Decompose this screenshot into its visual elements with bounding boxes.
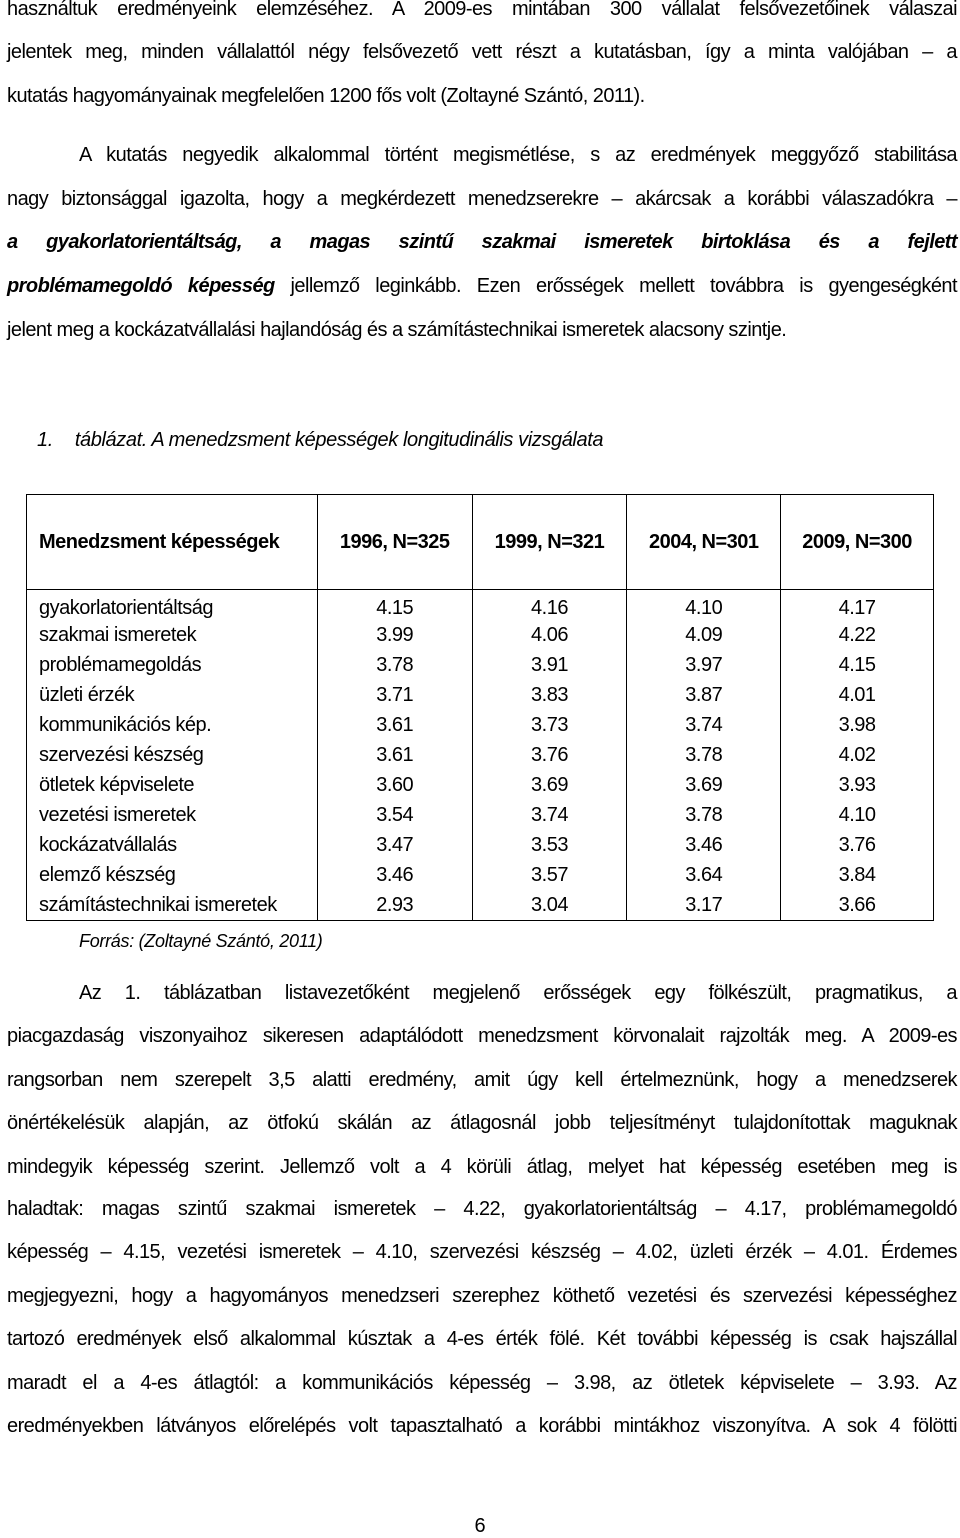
value-cell: 3.87 xyxy=(627,680,781,710)
page-number: 6 xyxy=(474,1515,486,1537)
value-cell: 3.54 xyxy=(317,800,472,830)
paragraph-3-line-9: tartozó eredmények első alkalommal kúsztak a 4-es érték fölé. Két további képesség is csak hajszállal xyxy=(7,1328,957,1350)
value-cell: 3.74 xyxy=(472,800,627,830)
table-row xyxy=(27,800,934,830)
value-cell: 4.10 xyxy=(627,590,781,621)
table-row xyxy=(27,620,934,650)
row-label-cell: üzleti érzék xyxy=(27,680,318,710)
value-cell: 3.98 xyxy=(781,710,934,740)
value-cell: 3.69 xyxy=(472,770,627,800)
paragraph-2-line-4 xyxy=(7,274,957,298)
row-label-cell: szakmai ismeretek xyxy=(27,620,318,650)
value-cell: 3.53 xyxy=(472,830,627,860)
table-header-cell: 2009, N=300 xyxy=(781,495,934,590)
value-cell: 3.78 xyxy=(627,800,781,830)
table-header-cell: Menedzsment képességek xyxy=(27,495,318,590)
table-caption-number: 1. xyxy=(37,429,53,451)
paragraph-3-line-6: haladtak: magas szintű szakmai ismeretek – 4.22, gyakorlatorientáltság – 4.17, problémamegoldó xyxy=(7,1198,957,1220)
table-source: Forrás: (Zoltayné Szántó, 2011) xyxy=(79,931,323,951)
paragraph-3-line-2: piacgazdaság viszonyaihoz sikeresen adaptálódott menedzsment körvonalait rajzolták meg. A 2009-es xyxy=(7,1025,957,1047)
row-label-cell: számítástechnikai ismeretek xyxy=(27,890,318,921)
value-cell: 3.74 xyxy=(627,710,781,740)
value-cell: 3.76 xyxy=(781,830,934,860)
value-cell: 4.15 xyxy=(317,590,472,621)
paragraph-3-line-3: rangsorban nem szerepelt 3,5 alatti eredmény, amit úgy kell értelmeznünk, hogy a menedzserek xyxy=(7,1069,957,1091)
value-cell: 3.76 xyxy=(472,740,627,770)
row-label-cell: ötletek képviselete xyxy=(27,770,318,800)
value-cell: 3.97 xyxy=(627,650,781,680)
value-cell: 4.10 xyxy=(781,800,934,830)
value-cell: 3.64 xyxy=(627,860,781,890)
value-cell: 3.47 xyxy=(317,830,472,860)
table-row xyxy=(27,830,934,860)
table-row xyxy=(27,740,934,770)
value-cell: 3.73 xyxy=(472,710,627,740)
row-label-cell: szervezési készség xyxy=(27,740,318,770)
emphasis-problem-solving: problémamegoldó képesség xyxy=(7,275,275,297)
value-cell: 3.57 xyxy=(472,860,627,890)
value-cell: 4.02 xyxy=(781,740,934,770)
value-cell: 3.69 xyxy=(627,770,781,800)
table-header-row xyxy=(27,495,934,590)
table-body xyxy=(27,590,934,921)
paragraph-3-line-8: megjegyezni, hogy a hagyományos menedzseri szerephez köthető vezetési és szervezési képességhez xyxy=(7,1285,957,1307)
table-row xyxy=(27,590,934,621)
table-row xyxy=(27,710,934,740)
row-label-cell: gyakorlatorientáltság xyxy=(27,590,318,621)
table-row xyxy=(27,770,934,800)
value-cell: 4.22 xyxy=(781,620,934,650)
value-cell: 4.06 xyxy=(472,620,627,650)
row-label-cell: elemző készség xyxy=(27,860,318,890)
table-caption-title: A menedzsment képességek longitudinális vizsgálata xyxy=(151,429,604,451)
value-cell: 4.17 xyxy=(781,590,934,621)
row-label-cell: vezetési ismeretek xyxy=(27,800,318,830)
value-cell: 3.78 xyxy=(317,650,472,680)
paragraph-3-line-1: Az 1. táblázatban listavezetőként megjelenő erősségek egy fölkészült, pragmatikus, a xyxy=(79,982,957,1004)
value-cell: 3.04 xyxy=(472,890,627,921)
value-cell: 4.01 xyxy=(781,680,934,710)
table-row xyxy=(27,860,934,890)
paragraph-1-line-1: használtuk eredményeink elemzéséhez. A 2009-es mintában 300 vállalat felsővezetőinek válaszai xyxy=(7,0,957,20)
paragraph-3-line-11: eredményekben látványos előrelépés volt tapasztalható a korábbi mintákhoz viszonyítva. A sok 4 fölötti xyxy=(7,1415,957,1437)
value-cell: 3.46 xyxy=(627,830,781,860)
value-cell: 3.17 xyxy=(627,890,781,921)
value-cell: 3.84 xyxy=(781,860,934,890)
table-header-cell: 1996, N=325 xyxy=(317,495,472,590)
paragraph-2-line-2: nagy biztonsággal igazolta, hogy a megkérdezett menedzserekre – akárcsak a korábbi válaszadókra – xyxy=(7,188,957,210)
row-label-cell: problémamegoldás xyxy=(27,650,318,680)
paragraph-3-line-7: képesség – 4.15, vezetési ismeretek – 4.10, szervezési készség – 4.02, üzleti érzék – 4.01. Érdemes xyxy=(7,1241,957,1263)
table-caption-label: táblázat. xyxy=(74,429,147,451)
value-cell: 4.15 xyxy=(781,650,934,680)
table-row xyxy=(27,680,934,710)
table-header-cell: 2004, N=301 xyxy=(627,495,781,590)
paragraph-2-line-3: a gyakorlatorientáltság, a magas szintű szakmai ismeretek birtoklása és a fejlett xyxy=(7,231,957,253)
table-row xyxy=(27,650,934,680)
value-cell: 3.66 xyxy=(781,890,934,921)
value-cell: 3.46 xyxy=(317,860,472,890)
value-cell: 4.09 xyxy=(627,620,781,650)
paragraph-1-line-2: jelentek meg, minden vállalattól négy felsővezető vett részt a kutatásban, így a minta valójában – a xyxy=(7,41,957,63)
value-cell: 4.16 xyxy=(472,590,627,621)
value-cell: 3.61 xyxy=(317,710,472,740)
capabilities-table xyxy=(26,494,934,921)
value-cell: 3.99 xyxy=(317,620,472,650)
value-cell: 3.93 xyxy=(781,770,934,800)
paragraph-1-line-3: kutatás hagyományainak megfelelően 1200 fős volt (Zoltayné Szántó, 2011). xyxy=(7,85,645,107)
value-cell: 3.60 xyxy=(317,770,472,800)
value-cell: 3.83 xyxy=(472,680,627,710)
paragraph-2-line-1: A kutatás negyedik alkalommal történt megismétlése, s az eredmények meggyőző stabilitása xyxy=(79,144,957,166)
table-row xyxy=(27,890,934,921)
table-header-cell: 1999, N=321 xyxy=(472,495,627,590)
paragraph-3-line-10: maradt el a 4-es átlagtól: a kommunikációs képesség – 3.98, az ötletek képviselete – 3.93. Az xyxy=(7,1372,957,1394)
paragraph-3-line-5: mindegyik képesség szerint. Jellemző volt a 4 körüli átlag, melyet hat képesség esetében meg is xyxy=(7,1156,957,1178)
row-label-cell: kockázatvállalás xyxy=(27,830,318,860)
table-caption xyxy=(37,428,603,452)
value-cell: 3.61 xyxy=(317,740,472,770)
paragraph-2-line-5: jelent meg a kockázatvállalási hajlandóság és a számítástechnikai ismeretek alacsony szintje. xyxy=(7,319,787,341)
row-label-cell: kommunikációs kép. xyxy=(27,710,318,740)
value-cell: 3.78 xyxy=(627,740,781,770)
value-cell: 3.91 xyxy=(472,650,627,680)
value-cell: 2.93 xyxy=(317,890,472,921)
paragraph-2-line-4-rest: jellemző leginkább. Ezen erősségek mellett továbbra is gyengeségként xyxy=(274,275,957,297)
paragraph-3-line-4: önértékelésük alapján, az ötfokú skálán az átlagosnál jobb teljesítményt tulajdonítottak maguknak xyxy=(7,1112,957,1134)
value-cell: 3.71 xyxy=(317,680,472,710)
